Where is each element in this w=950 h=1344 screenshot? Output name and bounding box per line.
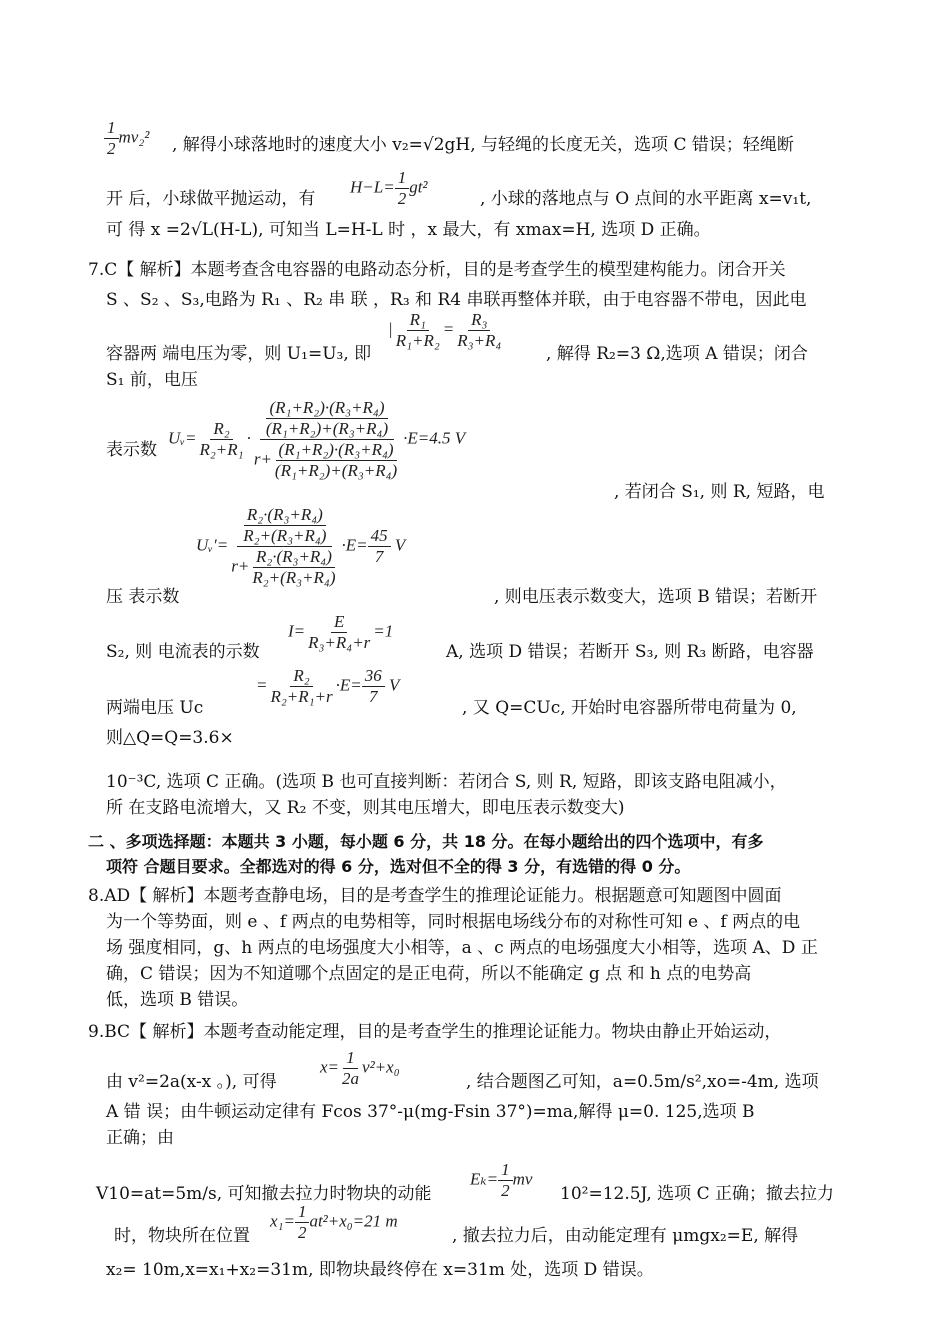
frac-den: 2 <box>107 139 116 158</box>
frac-den: 2 <box>397 189 407 208</box>
q9-line-1: 9.BC【 解析】本题考查动能定理，目的是考查学生的推理论证能力。物块由静止开始运动， <box>88 1022 782 1042</box>
r-plus: r+ <box>253 449 272 469</box>
frac-den: 2a <box>342 1069 360 1088</box>
q8-line-2: 为一个等势面，则 e 、f 两点的电势相等，同时根据电场线分布的对称性可知 e 、f 两点的电 <box>106 912 801 932</box>
unit: V <box>389 675 400 695</box>
q7-line-7b: , 则电压表示数变大，选项 B 错误；若断开 <box>494 587 818 607</box>
q7-line-3a: 容器两 端电压为零，则 U₁=U₃, 即 <box>106 344 372 364</box>
q9-line-2a: 由 v²=2a(x-x 。), 可得 <box>106 1072 277 1092</box>
q7-line-9a: 两端电压 Uc <box>106 698 204 718</box>
frac-num: 45 <box>368 526 391 547</box>
formula-half-mv2 <box>104 118 149 159</box>
formula-uv-prime <box>196 505 405 588</box>
section-2-heading-cont: 项符 合题目要求。全都选对的得 6 分，选对但不全的得 3 分，有选错的得 0 分。 <box>106 857 691 876</box>
formula-ratio: | $\frac{\text{R₁}}{\text{R₁+R₂}}$ = $\frac{\text{R₃}}{\text{R₃+R₄}}$ <box>388 310 504 351</box>
q8-line-4: 确，C 错误；因为不知道哪个点固定的是正电荷，所以不能确定 g 点 和 h 点的电势高 <box>106 964 752 984</box>
formula-uv <box>168 398 465 481</box>
q9-line-5b: 10²=12.5J, 选项 C 正确；撤去拉力 <box>560 1184 834 1204</box>
q7-line-10: 则△Q=Q=3.6× <box>106 728 234 748</box>
frac-den: R₃+R₄+r <box>308 633 371 652</box>
formula-text: ·E= <box>341 535 368 555</box>
formula-uc <box>256 666 399 707</box>
formula-x1 <box>270 1202 398 1243</box>
frac-num: 1 <box>343 1048 358 1069</box>
q9-line-2b: , 结合题图乙可知，a=0.5m/s²,xo=-4m, 选项 <box>466 1072 819 1092</box>
frac-num: R₂ <box>210 419 232 440</box>
q8-line-1: 8.AD【 解析】本题考查静电场，目的是考查学生的推理论证能力。根据题意可知题图中圆面 <box>88 886 782 906</box>
frac-num: R₁ <box>407 310 429 331</box>
formula-text: ·E=4.5 V <box>403 428 466 448</box>
frac-num: (R₁+R₂)·(R₃+R₄) <box>276 440 397 461</box>
formula-text: mv <box>512 1169 533 1189</box>
formula-text: =1 <box>373 621 394 641</box>
q6-line-1: , 解得小球落地时的速度大小 v₂=√2gH, 与轻绳的长度无关，选项 C 错误；轻绳断 <box>172 135 794 155</box>
frac-den: 7 <box>369 687 378 706</box>
q6-line-2a: 开 后，小球做平抛运动，有 <box>106 189 316 209</box>
frac-den: 2 <box>501 1181 510 1200</box>
frac-den: (R₁+R₂)+(R₃+R₄) <box>265 419 389 438</box>
frac-num: E <box>331 612 347 633</box>
frac-num: 1 <box>104 118 119 139</box>
q9-line-6a: 时，物块所在位置 <box>114 1226 250 1246</box>
unit: V <box>394 535 406 555</box>
formula-text: mv₂² <box>118 127 150 147</box>
frac-num: R₂·(R₃+R₄) <box>253 547 335 568</box>
frac-den: R₂+R₁ <box>199 440 244 459</box>
frac-den: (R₁+R₂)+(R₃+R₄) <box>274 461 398 480</box>
dot: · <box>246 428 251 448</box>
formula-text: H−L= <box>350 177 395 197</box>
q7-line-6: , 若闭合 S₁, 则 R, 短路，电 <box>614 482 825 502</box>
frac-num: R₂·(R₃+R₄) <box>244 505 326 526</box>
q9-line-5a: V10=at=5m/s, 可知撤去拉力时物块的动能 <box>96 1184 432 1204</box>
q7-line-2: S 、S₂ 、S₃,电路为 R₁ 、R₂ 串 联 ，R₃ 和 R4 串联再整体并联，由于电容器不带电，因此电 <box>106 290 807 310</box>
q6-line-3: 可 得 x =2√L(H-L), 可知当 L=H-L 时 ，x 最大，有 xmax=H, 选项 D 正确。 <box>106 220 711 240</box>
frac-num: 1 <box>395 168 410 189</box>
frac-den: R₁+R₂ <box>395 331 440 350</box>
section-2-heading: 二 、多项选择题：本题共 3 小题，每小题 6 分，共 18 分。在每小题给出的四个选项中，有多 <box>88 832 764 851</box>
frac-den: R₃+R₄ <box>457 331 502 350</box>
formula-text: x₁= <box>270 1211 295 1231</box>
frac-den: R₂+R₁+r <box>270 687 333 706</box>
q7-line-3b: , 解得 R₂=3 Ω,选项 A 错误；闭合 <box>546 344 808 364</box>
formula-text: v²+x₀ <box>362 1057 400 1077</box>
formula-current <box>288 612 393 653</box>
formula-ek <box>470 1160 532 1201</box>
q7-line-8b: A, 选项 D 错误；若断开 S₃, 则 R₃ 断路，电容器 <box>446 642 814 662</box>
frac-num: 36 <box>362 666 385 687</box>
frac-num: R₃ <box>468 310 490 331</box>
q7-line-1: 7.C【 解析】本题考查含电容器的电路动态分析，目的是考查学生的模型建构能力。闭合开关 <box>88 260 786 280</box>
formula-text: gt² <box>409 177 428 197</box>
q8-line-5: 低，选项 B 错误。 <box>106 990 249 1010</box>
formula-text: x= <box>320 1057 340 1077</box>
q9-line-7: x₂= 10m,x=x₁+x₂=31m, 即物块最终停在 x=31m 处，选项 D 错误。 <box>106 1260 654 1280</box>
frac-den: 2 <box>297 1223 307 1242</box>
formula-text: Eₖ= <box>470 1169 499 1189</box>
formula-x <box>320 1048 400 1089</box>
frac-num: (R₁+R₂)·(R₃+R₄) <box>266 398 387 419</box>
q8-line-3: 场 强度相同，g、h 两点的电场强度大小相等，a 、c 两点的电场强度大小相等，选项 A、D 正 <box>106 938 818 958</box>
q7-line-9b: , 又 Q=CUc, 开始时电容器所带电荷量为 0, <box>462 698 797 718</box>
formula-text: at²+x₀=21 m <box>309 1211 398 1231</box>
q7-line-12: 所 在支路电流增大，又 R₂ 不变，则其电压增大，即电压表示数变大) <box>106 798 625 818</box>
formula-text: Uᵥ= <box>168 428 197 448</box>
q7-line-11: 10⁻³C, 选项 C 正确。(选项 B 也可直接判断：若闭合 S, 则 R, 短路，即该支路电阻减小， <box>106 772 787 792</box>
formula-text: = <box>256 675 268 695</box>
r-plus: r+ <box>231 556 250 576</box>
frac-den: 7 <box>374 547 384 566</box>
formula-text: ·E= <box>335 675 362 695</box>
q7-line-8a: S₂, 则 电流表的示数 <box>106 642 260 662</box>
q6-line-2b: , 小球的落地点与 O 点间的水平距离 x=v₁t, <box>480 189 812 209</box>
formula-h-minus-l <box>350 168 428 209</box>
frac-num: R₂ <box>290 666 312 687</box>
q9-line-4: 正确；由 <box>106 1128 174 1148</box>
formula-text: Uᵥ′= <box>196 535 229 555</box>
frac-num: 1 <box>295 1202 310 1223</box>
q9-line-3: A 错 误；由牛顿运动定律有 Fcos 37°-μ(mg-Fsin 37°)=ma,解得 μ=0. 125,选项 B <box>106 1102 755 1122</box>
q7-line-5: 表示数 <box>106 440 157 460</box>
q9-line-6b: , 撤去拉力后，由动能定理有 μmgx₂=E, 解得 <box>452 1226 799 1246</box>
frac-num: 1 <box>498 1160 513 1181</box>
formula-text: I= <box>288 621 306 641</box>
q7-line-7a: 压 表示数 <box>106 587 180 607</box>
frac-den: R₂+(R₃+R₄) <box>252 568 336 587</box>
frac-den: R₂+(R₃+R₄) <box>243 526 327 545</box>
q7-line-4: S₁ 前，电压 <box>106 370 198 390</box>
